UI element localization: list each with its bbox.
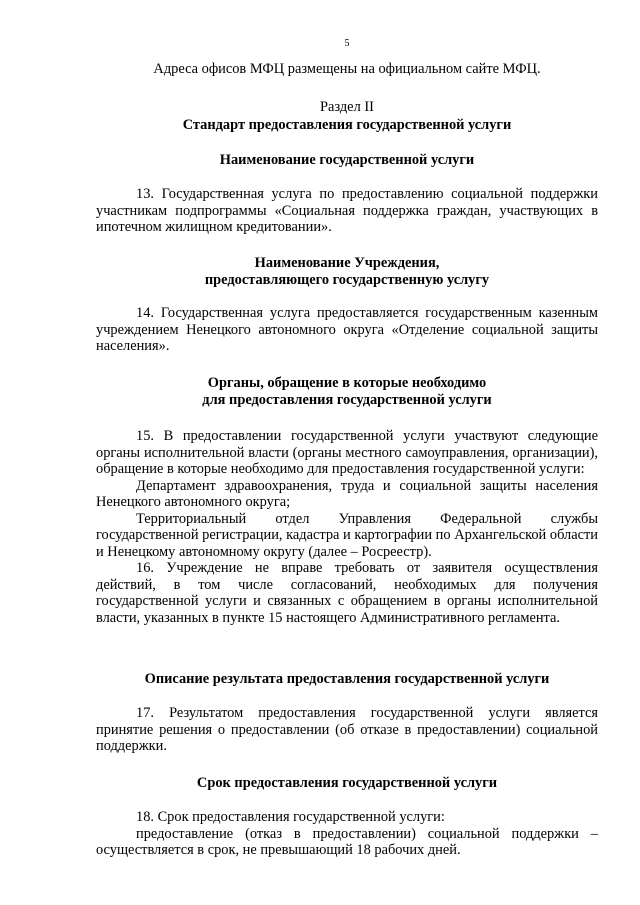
heading-term: Срок предоставления государственной услуги [196,775,498,791]
heading-bodies [96,375,598,408]
heading-result: Описание результата предоставления государственной услуги [144,671,550,687]
paragraph-13-text: 13. Государственная услуга по предоставлению социальной поддержки участникам подпрограммы «Социальная поддержка граждан, участвующих в ипотечном жилищном кредитовании». [96,186,598,235]
paragraph-15-rosreestr: Территориальный отдел Управления Федеральной службы государственной регистрации, кадастра и картографии по Архангельской области и Ненецкому автономному округу (далее – Росреестр). [96,510,598,560]
paragraph-14 [96,305,598,355]
heading-institution [96,255,598,288]
heading-bodies-line2: для предоставления государственной услуги [202,391,492,408]
heading-bodies-line1: Органы, обращение в которые необходимо [207,375,487,391]
paragraph-14-text: 14. Государственная услуга предоставляется государственным казенным учреждением Ненецкого автономного округа «Отделение социальной защиты населения». [96,305,598,354]
paragraph-15-16 [96,428,598,626]
page-number: 5 [344,38,350,49]
paragraph-15-department: Департамент здравоохранения, труда и социальной защиты населения Ненецкого автономного округа; [96,477,598,510]
paragraph-13 [96,186,598,236]
paragraph-18 [96,809,598,859]
heading-service-name: Наименование государственной услуги [219,152,475,168]
paragraph-18-term: предоставление (отказ в предоставлении) социальной поддержки – осуществляется в срок, не превышающий 18 рабочих дней. [96,825,598,858]
paragraph-15-text: 15. В предоставлении государственной услуги участвуют следующие органы исполнительной власти (органы местного самоуправления, организации), обращение в которые необходимо для предоставления государственной услуги: [96,428,598,477]
intro-text: Адреса офисов МФЦ размещены на официальном сайте МФЦ. [153,61,541,77]
heading-institution-line2: предоставляющего государственную услугу [204,271,490,288]
section-label: Раздел II [320,99,374,115]
paragraph-17 [96,705,598,755]
section-title: Стандарт предоставления государственной услуги [182,117,512,133]
paragraph-17-text: 17. Результатом предоставления государственной услуги является принятие решения о предоставлении (об отказе в предоставлении) социальной поддержки. [96,705,598,754]
paragraph-18-text: 18. Срок предоставления государственной услуги: [136,809,445,825]
paragraph-16-text: 16. Учреждение не вправе требовать от заявителя осуществления действий, в том числе согласований, необходимых для получения государственной услуги и связанных с обращением в органы исполнительной власти, указанных в пункте 15 настоящего Административного регламента. [96,560,598,626]
heading-institution-line1: Наименование Учреждения, [254,255,440,271]
